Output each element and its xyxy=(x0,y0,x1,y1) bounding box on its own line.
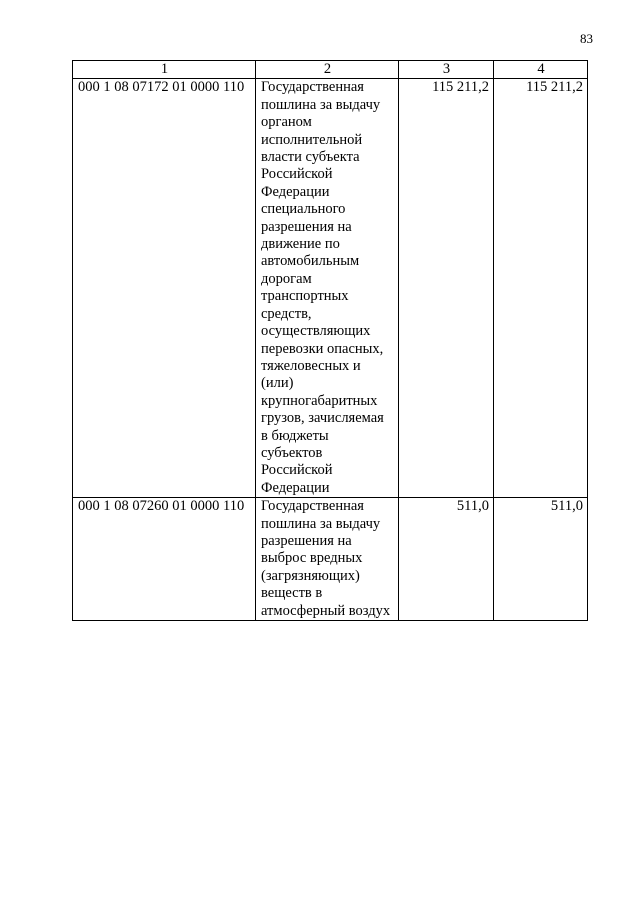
description-line: власти субъекта xyxy=(261,149,360,166)
column-header-2: 2 xyxy=(256,61,399,79)
description-line: Государственная xyxy=(261,79,364,96)
description-line: атмосферный воздух xyxy=(261,602,391,619)
description-line: тяжеловесных и xyxy=(261,357,361,374)
budget-table xyxy=(72,60,588,621)
description-line: в бюджеты xyxy=(261,427,329,444)
page-number: 83 xyxy=(580,31,593,46)
description-line: (загрязняющих) xyxy=(261,567,360,584)
description-cell xyxy=(256,79,399,498)
description-line: Российской xyxy=(261,166,333,183)
description-line: средств, xyxy=(261,305,312,322)
description-line: органом xyxy=(261,114,312,131)
description-line: осуществляющих xyxy=(261,323,371,340)
budget-code-cell: 000 1 08 07260 01 0000 110 xyxy=(73,498,256,621)
description-line: пошлина за выдачу xyxy=(261,515,381,532)
column-header-3: 3 xyxy=(399,61,494,79)
table-row xyxy=(73,498,588,621)
description-cell xyxy=(256,498,399,621)
description-line: дорогам xyxy=(261,270,312,287)
description-line: исполнительной xyxy=(261,131,363,148)
amount-col3-cell: 115 211,2 xyxy=(399,79,494,498)
description-line: крупногабаритных xyxy=(261,392,378,409)
description-line: перевозки опасных, xyxy=(261,340,384,357)
description-line: автомобильным xyxy=(261,253,360,270)
budget-code-cell: 000 1 08 07172 01 0000 110 xyxy=(73,79,256,498)
description-line: субъектов xyxy=(261,444,323,461)
description-line: транспортных xyxy=(261,288,349,305)
description-line: веществ в xyxy=(261,585,323,602)
amount-col4-cell: 511,0 xyxy=(494,498,588,621)
amount-col3-cell: 511,0 xyxy=(399,498,494,621)
description-line: Федерации xyxy=(261,183,330,200)
description-line: разрешения на xyxy=(261,218,352,235)
description-line: Государственная xyxy=(261,498,364,515)
description-line: пошлина за выдачу xyxy=(261,96,381,113)
amount-col4-cell: 115 211,2 xyxy=(494,79,588,498)
column-header-4: 4 xyxy=(494,61,588,79)
table-header-row xyxy=(73,61,588,79)
column-header-1: 1 xyxy=(73,61,256,79)
description-line: Федерации xyxy=(261,479,330,496)
description-line: грузов, зачисляемая xyxy=(261,410,384,427)
description-line: движение по xyxy=(261,236,340,253)
table-body xyxy=(73,79,588,621)
table-row xyxy=(73,79,588,498)
description-line: специального xyxy=(261,201,346,218)
description-line: Российской xyxy=(261,462,333,479)
description-line: выброс вредных xyxy=(261,550,363,567)
description-line: разрешения на xyxy=(261,532,352,549)
description-line: (или) xyxy=(261,375,294,392)
